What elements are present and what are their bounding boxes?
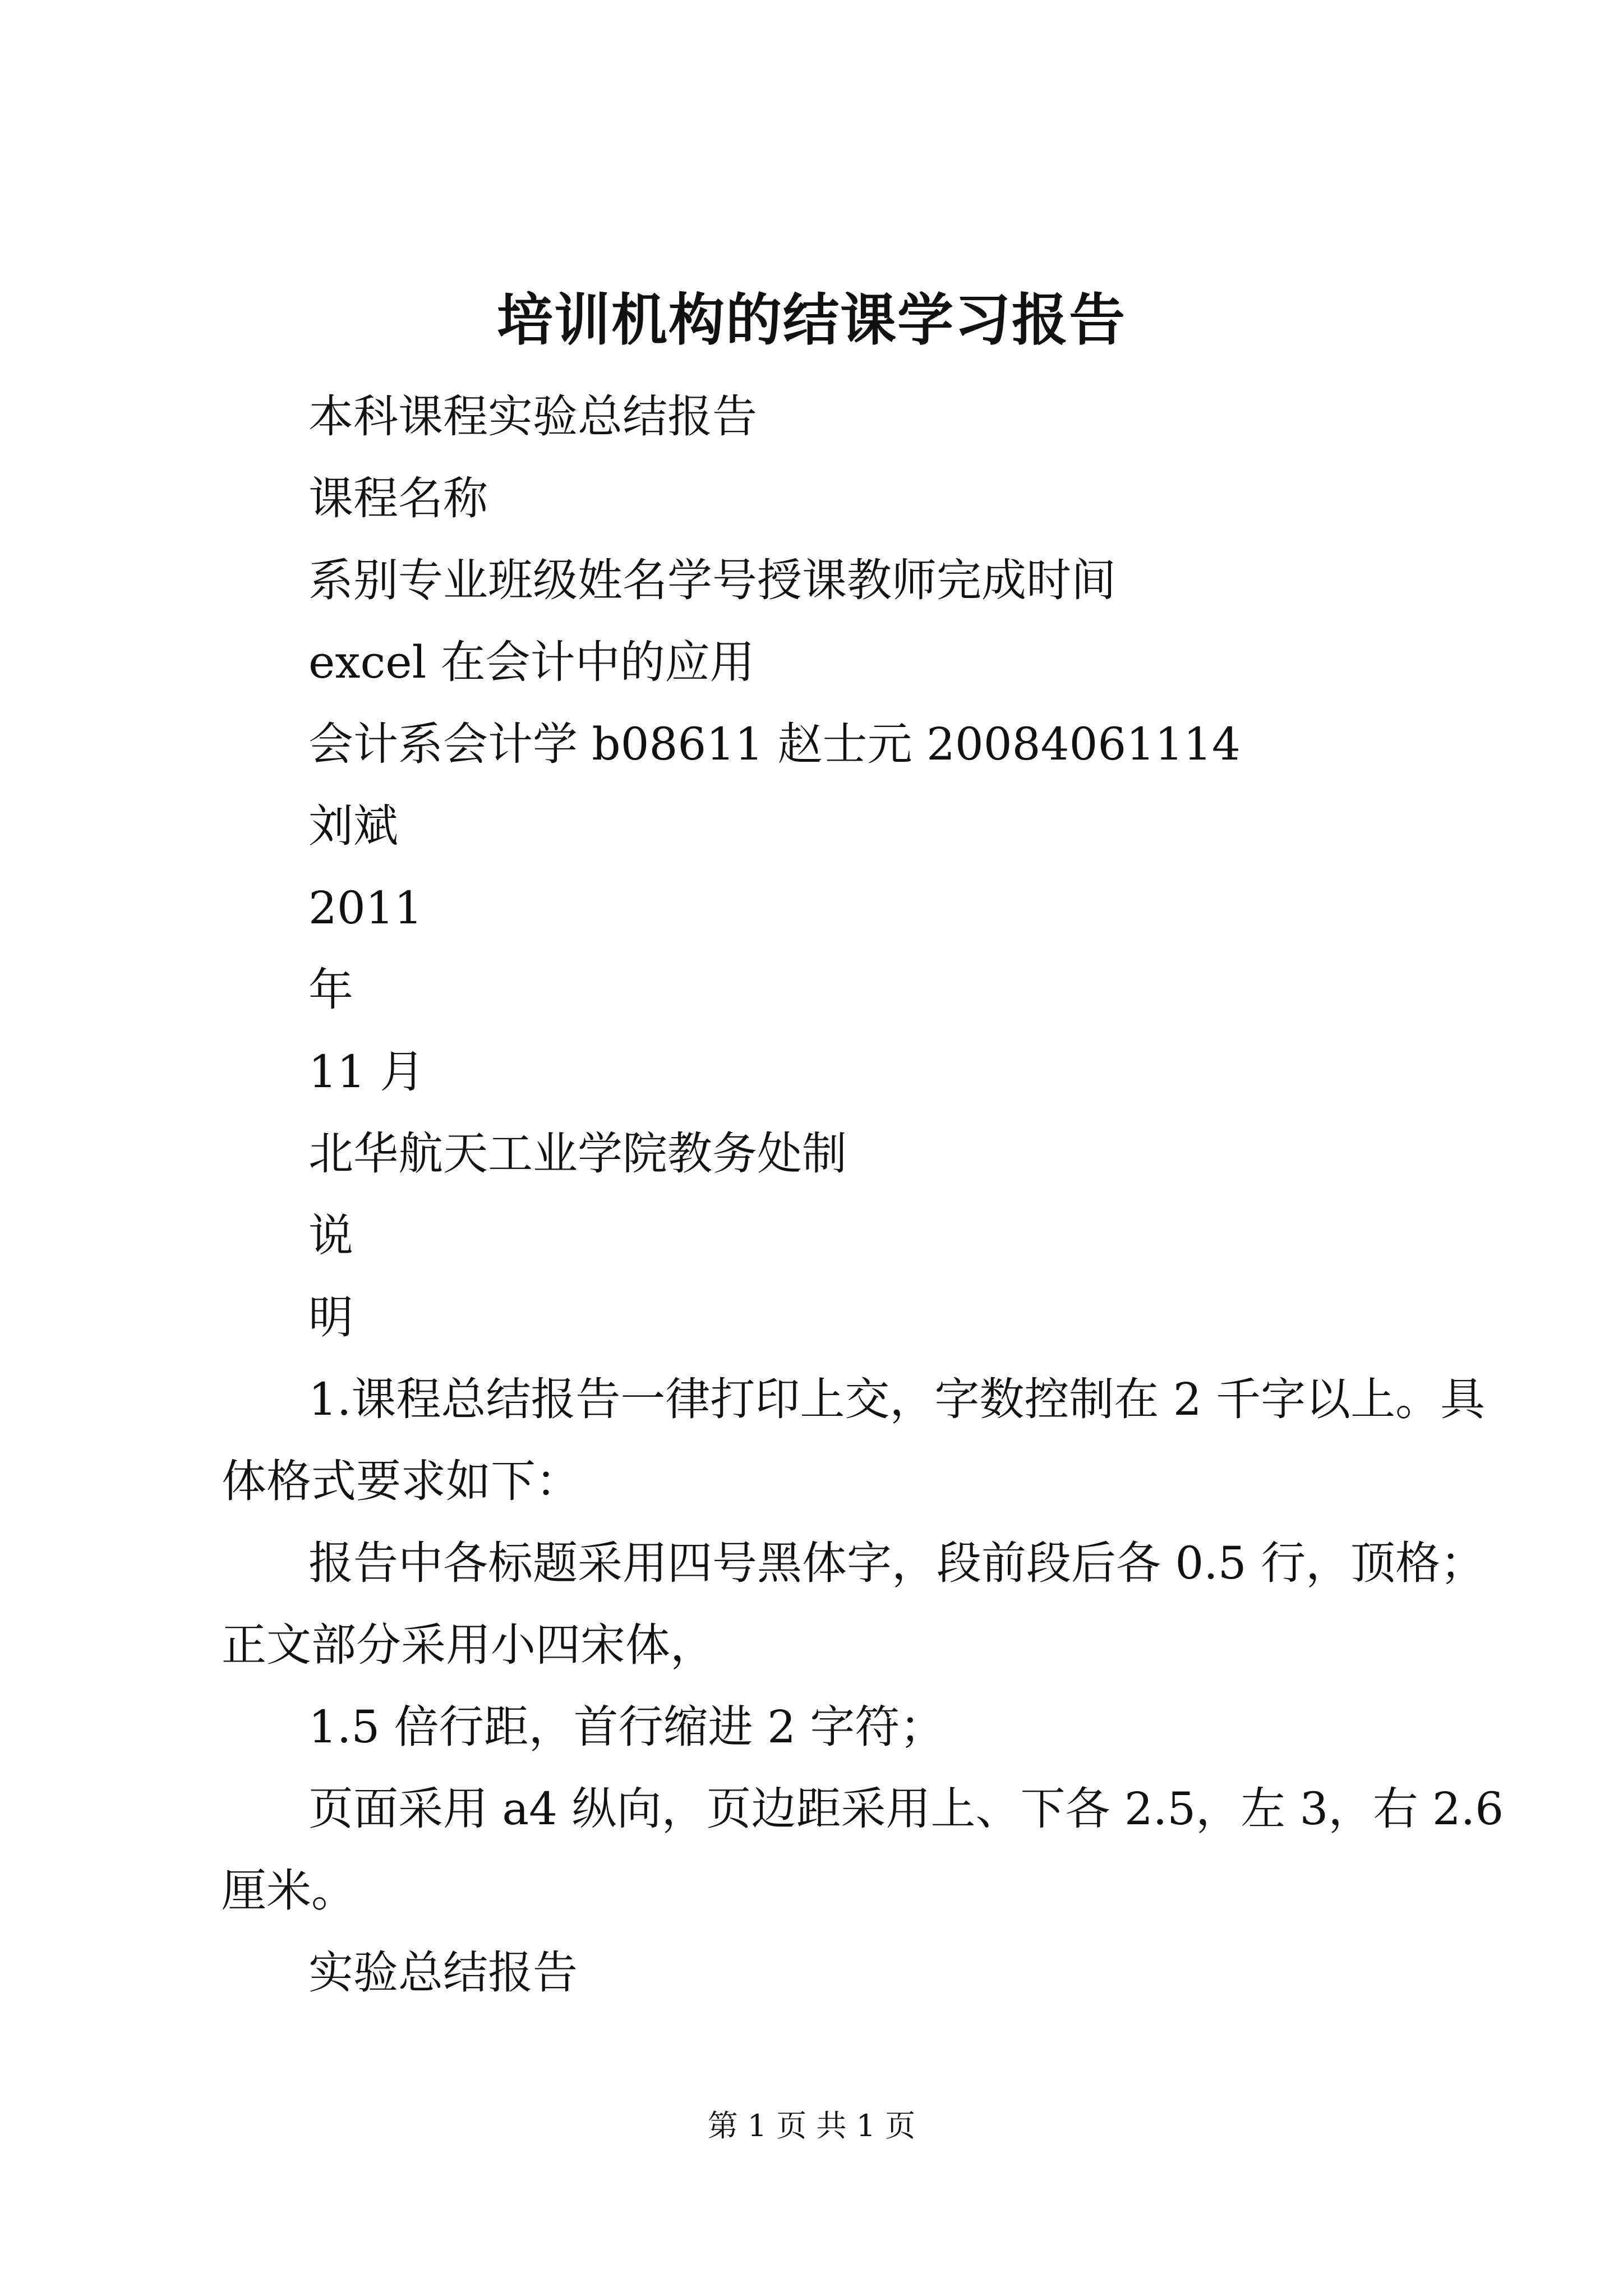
document-title: 培训机构的结课学习报告 [497,287,1126,353]
body-line: 会计系会计学 b08611 赵士元 20084061114 [308,718,1241,770]
body-line: 1.课程总结报告一律打印上交，字数控制在 2 千字以上。具 [308,1373,1486,1425]
body-line: 厘米。 [222,1865,356,1917]
body-line: 说 [308,1209,353,1262]
body-line: 北华航天工业学院教务处制 [308,1128,847,1180]
body-line: 1.5 倍行距，首行缩进 2 字符； [308,1701,945,1753]
body-line: 实验总结报告 [308,1947,578,1999]
body-line: 报告中各标题采用四号黑体字，段前段后各 0.5 行，顶格； [308,1537,1486,1589]
page-footer: 第 1 页 共 1 页 [707,2108,916,2143]
body-line: 刘斌 [308,800,398,852]
body-line: 11 月 [308,1046,425,1098]
body-line: 2011 [308,882,423,934]
document-body [222,376,1504,2014]
body-line: 课程名称 [308,472,488,524]
body-line: 正文部分采用小四宋体， [222,1619,715,1671]
body-line: 明 [308,1291,353,1343]
body-line: 本科课程实验总结报告 [308,390,757,443]
body-line: 页面采用 a4 纵向，页边距采用上、下各 2.5，左 3，右 2.6 [308,1783,1504,1835]
body-line: 体格式要求如下： [222,1455,580,1507]
body-line: 年 [308,964,353,1016]
body-line: excel 在会计中的应用 [308,636,755,688]
body-line: 系别专业班级姓名学号授课教师完成时间 [308,554,1116,606]
